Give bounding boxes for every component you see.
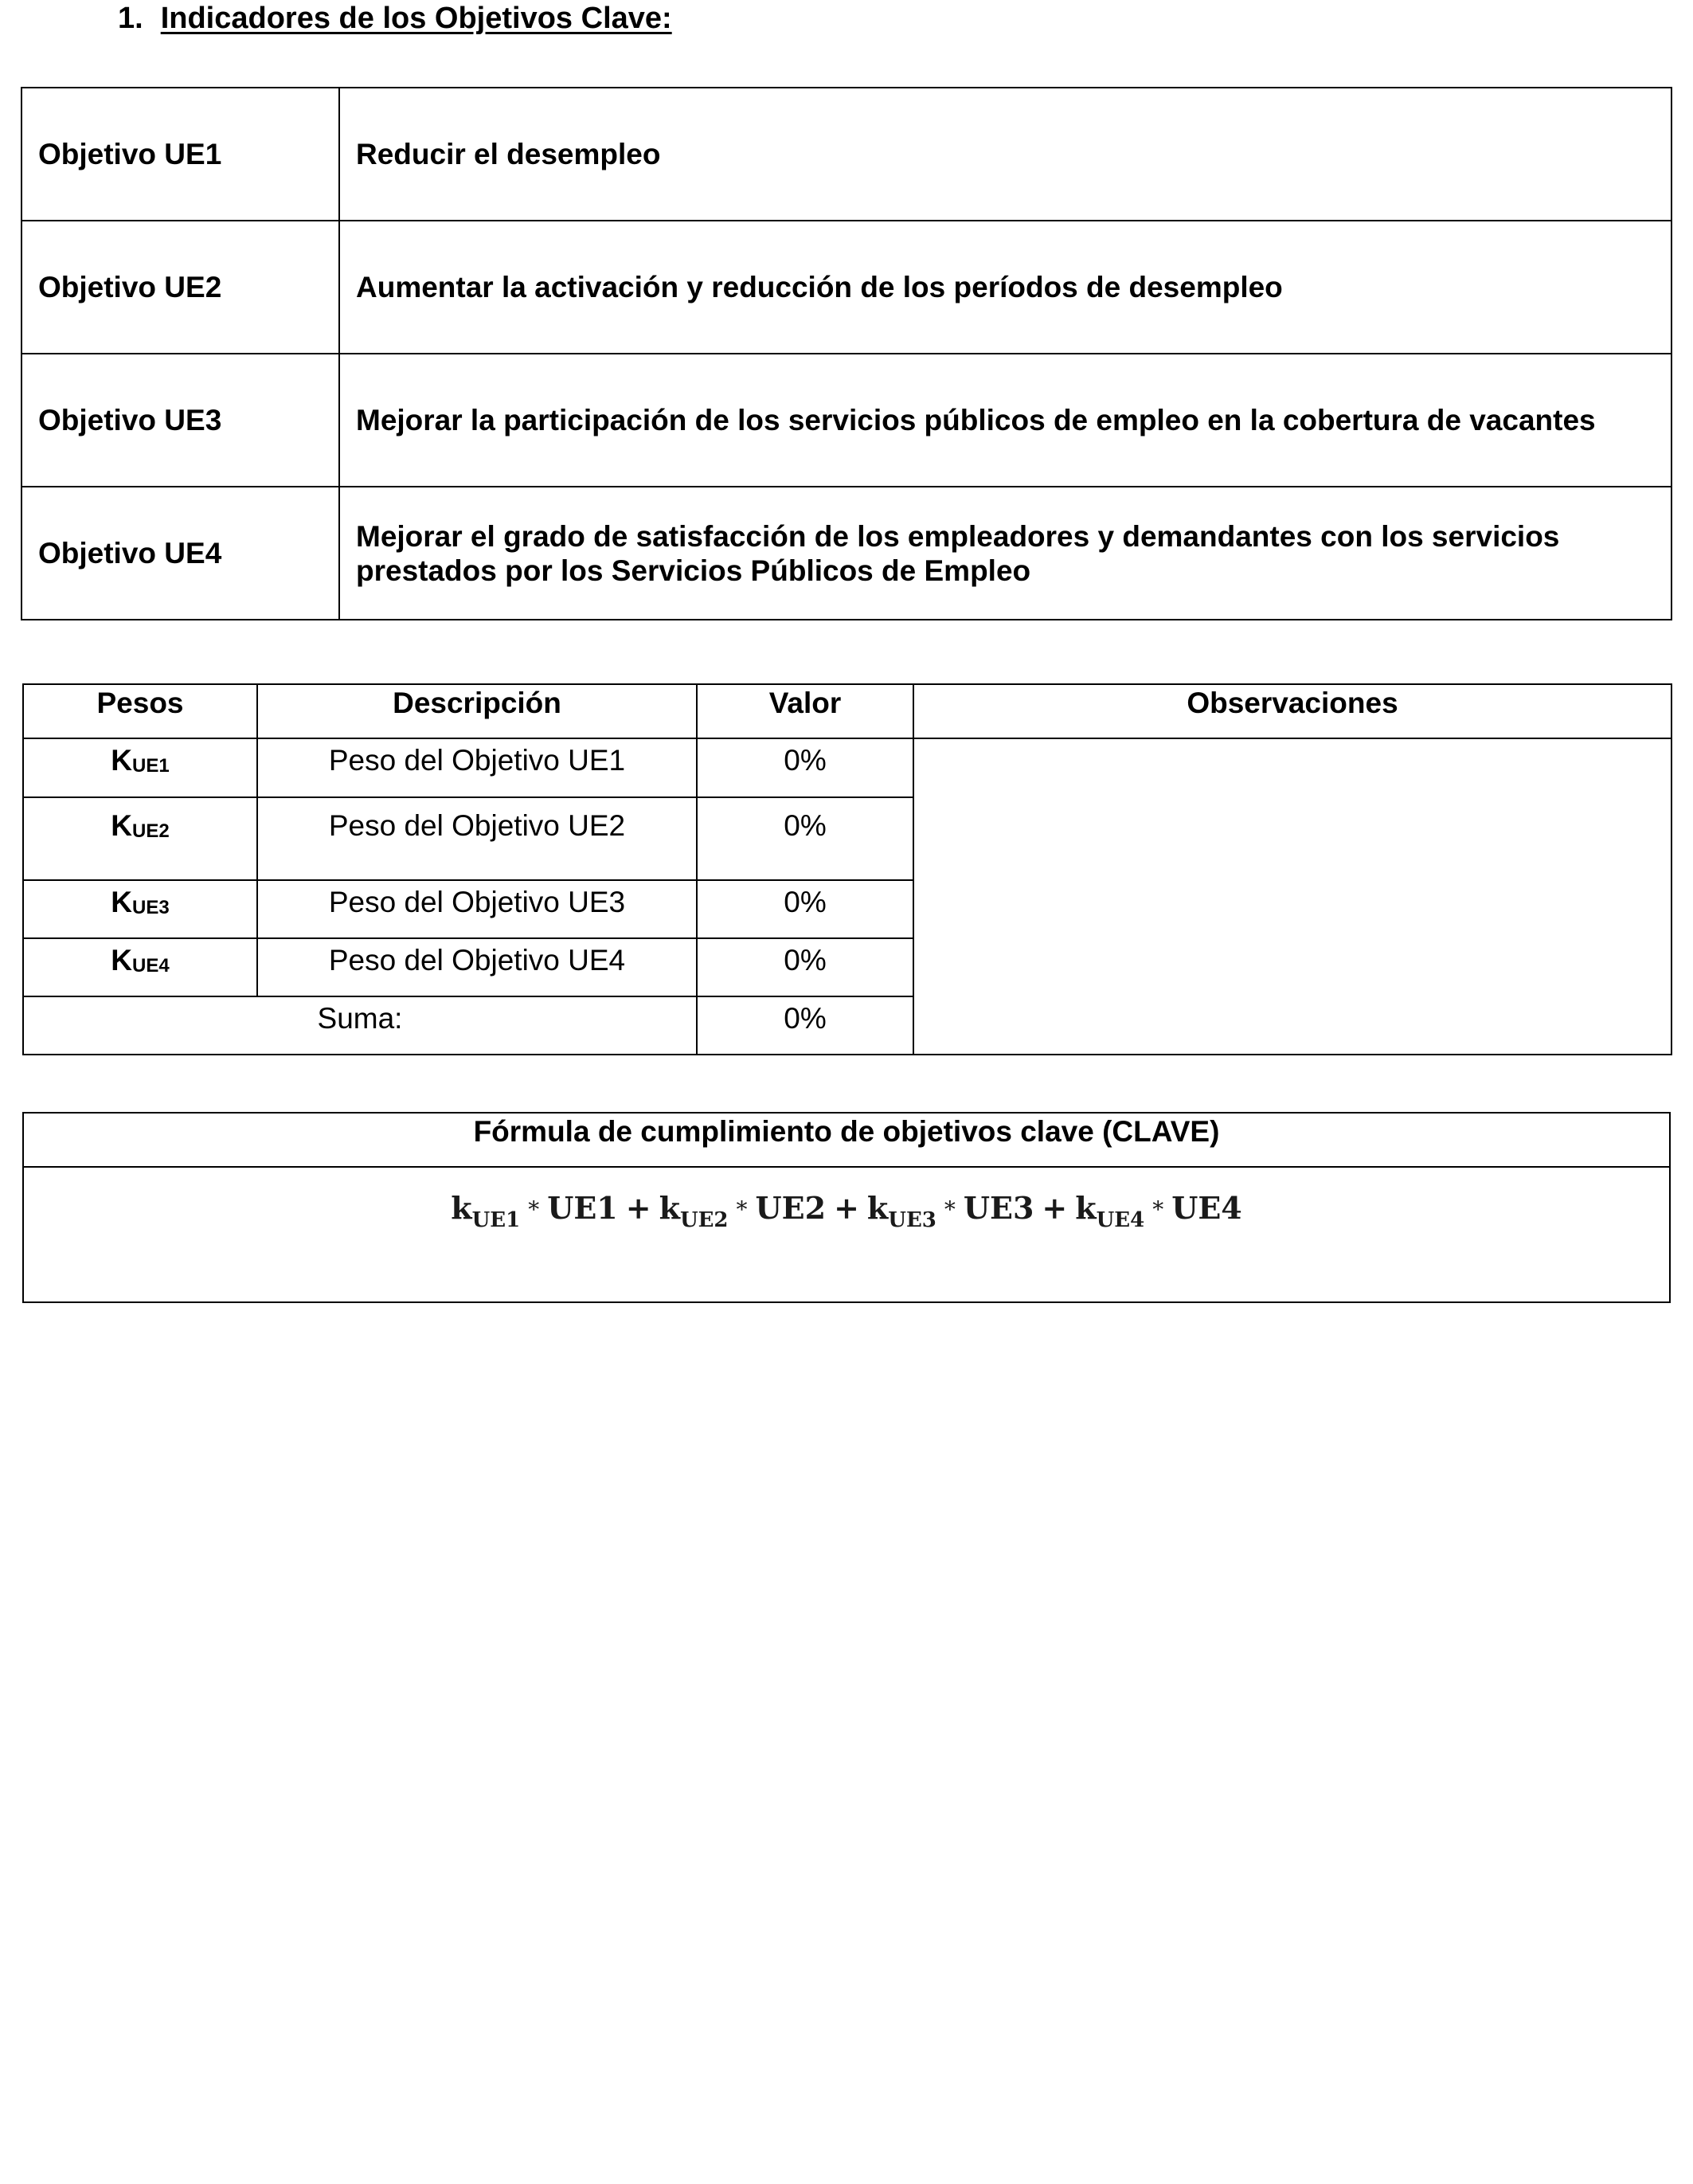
formula-variable: UE2 — [755, 1190, 827, 1226]
formula-subscript: UE1 — [471, 1208, 521, 1232]
weight-value: 0% — [697, 738, 913, 797]
formula-k: k — [866, 1190, 889, 1226]
section-title: Indicadores de los Objetivos Clave: — [160, 2, 672, 35]
weight-symbol — [23, 738, 257, 797]
weight-description: Peso del Objetivo UE2 — [257, 797, 697, 880]
formula-header: Fórmula de cumplimiento de objetivos clave (CLAVE) — [23, 1113, 1670, 1167]
weight-k: K — [111, 809, 133, 842]
weight-value: 0% — [697, 938, 913, 996]
table-header-row — [23, 684, 1671, 738]
formula-operator: * — [736, 1196, 748, 1223]
section-heading — [118, 0, 672, 37]
weight-description: Peso del Objetivo UE3 — [257, 880, 697, 938]
formula-operator: * — [944, 1196, 956, 1223]
header-observaciones: Observaciones — [913, 684, 1671, 738]
formula-subscript: UE3 — [888, 1208, 936, 1232]
formula-cell — [23, 1167, 1670, 1302]
formula-plus: + — [625, 1190, 651, 1226]
formula-k: k — [659, 1190, 680, 1226]
formula-variable: UE1 — [547, 1190, 618, 1226]
weights-table — [22, 683, 1672, 1055]
table-row — [23, 1167, 1670, 1302]
weight-value: 0% — [697, 880, 913, 938]
objective-description: Reducir el desempleo — [339, 88, 1671, 221]
table-row — [22, 221, 1671, 354]
weight-description: Peso del Objetivo UE1 — [257, 738, 697, 797]
formula-table — [22, 1112, 1671, 1303]
header-descripcion: Descripción — [257, 684, 697, 738]
formula-operator: * — [1152, 1196, 1164, 1223]
weight-subscript: UE4 — [132, 955, 170, 977]
formula-operator: * — [528, 1196, 540, 1223]
formula-expression — [451, 1190, 1242, 1232]
objectives-table — [21, 87, 1672, 620]
objective-key: Objetivo UE4 — [22, 487, 339, 620]
weight-k: K — [111, 744, 133, 777]
formula-variable: UE3 — [963, 1190, 1034, 1226]
weight-subscript: UE3 — [132, 897, 170, 918]
formula-variable: UE4 — [1171, 1190, 1242, 1226]
sum-value: 0% — [697, 996, 913, 1055]
weight-subscript: UE1 — [132, 755, 170, 777]
header-pesos: Pesos — [23, 684, 257, 738]
formula-subscript: UE4 — [1096, 1208, 1145, 1232]
formula-subscript: UE2 — [679, 1208, 729, 1232]
objective-description: Aumentar la activación y reducción de los períodos de desempleo — [339, 221, 1671, 354]
table-row — [22, 88, 1671, 221]
section-number: 1. — [118, 2, 143, 35]
header-valor: Valor — [697, 684, 913, 738]
weight-symbol — [23, 797, 257, 880]
objective-description: Mejorar la participación de los servicios públicos de empleo en la cobertura de vacantes — [339, 354, 1671, 487]
weight-symbol — [23, 938, 257, 996]
weight-k: K — [111, 944, 133, 977]
weight-value: 0% — [697, 797, 913, 880]
formula-plus: + — [1042, 1190, 1068, 1226]
objective-key: Objetivo UE1 — [22, 88, 339, 221]
weight-k: K — [111, 886, 133, 918]
objective-description: Mejorar el grado de satisfacción de los empleadores y demandantes con los servicios prestados por los Servicios Públicos de Empleo — [339, 487, 1671, 620]
objective-key: Objetivo UE3 — [22, 354, 339, 487]
table-row — [23, 738, 1671, 797]
observations-cell — [913, 738, 1671, 1055]
table-row — [22, 487, 1671, 620]
weight-subscript: UE2 — [132, 820, 170, 842]
formula-k: k — [1075, 1190, 1097, 1226]
sum-label: Suma: — [23, 996, 697, 1055]
weight-symbol — [23, 880, 257, 938]
formula-plus: + — [834, 1190, 859, 1226]
objective-key: Objetivo UE2 — [22, 221, 339, 354]
table-header-row — [23, 1113, 1670, 1167]
weight-description: Peso del Objetivo UE4 — [257, 938, 697, 996]
table-row — [22, 354, 1671, 487]
formula-k: k — [451, 1190, 472, 1226]
